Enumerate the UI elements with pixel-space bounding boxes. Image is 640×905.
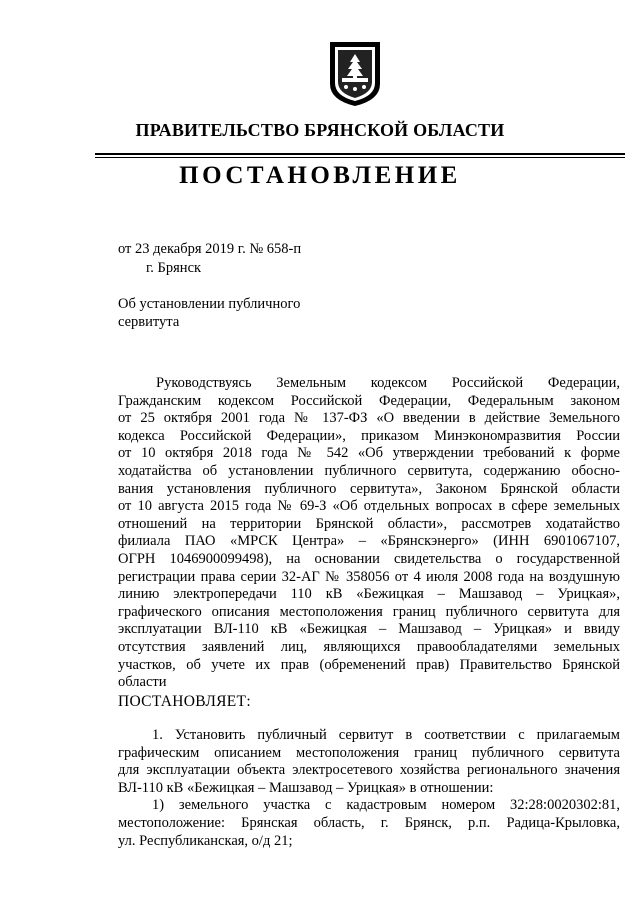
item-1-1-line: ул. Республиканская, о/д 21; bbox=[118, 832, 293, 849]
header-divider-thin bbox=[95, 157, 625, 158]
preamble-line: ОГРН 1046900099498), на основании свидетельства о государственной bbox=[118, 550, 620, 567]
preamble-line: ходатайства об установлении публичного сервитута, содержанию обосно- bbox=[118, 462, 620, 479]
preamble-line: эксплуатации ВЛ-110 кВ «Бежицкая – Машзавод – Урицкая» и ввиду bbox=[118, 621, 620, 638]
header-divider-thick bbox=[95, 153, 625, 155]
item-1-line: ВЛ-110 кВ «Бежицкая – Машзавод – Урицкая» в отношении: bbox=[118, 779, 494, 796]
subject-line-2: сервитута bbox=[118, 314, 180, 330]
preamble-line: участков, об учете их прав (обременений прав) Правительство Брянской bbox=[118, 656, 620, 673]
preamble-line: отношений на территории Брянской области», рассмотрев ходатайство bbox=[118, 515, 620, 532]
item-1-paragraph bbox=[118, 727, 620, 850]
preamble-line: графического описания местоположения границ публичного сервитута для bbox=[118, 603, 620, 620]
preamble-line: вания установления публичного сервитута», Законом Брянской области bbox=[118, 480, 620, 497]
preamble-line: от 10 октября 2018 года № 542 «Об утверждении требований к форме bbox=[118, 445, 620, 462]
preamble-line: регистрации права серии 32-АГ № 358056 от 4 июля 2008 года на воздушную bbox=[118, 568, 620, 585]
preamble-line: линию электропередачи 110 кВ «Бежицкая – Машзавод – Урицкая», bbox=[118, 586, 620, 603]
preamble-paragraph bbox=[118, 375, 620, 710]
organization-name: ПРАВИТЕЛЬСТВО БРЯНСКОЙ ОБЛАСТИ bbox=[135, 120, 505, 140]
preamble-line: кодекса Российской Федерации», приказом Минэкономразвития России bbox=[118, 427, 620, 444]
item-1-line: графическим описанием местоположения границ публичного сервитута bbox=[118, 744, 620, 761]
preamble-line: отсутствия заявлений лиц, являющихся правообладателями земельных bbox=[118, 638, 620, 655]
resolves-heading: ПОСТАНОВЛЯЕТ: bbox=[118, 692, 251, 710]
preamble-line: Гражданским кодексом Российской Федерации, Федеральным законом bbox=[118, 392, 620, 409]
city: г. Брянск bbox=[146, 260, 202, 276]
preamble-line: филиала ПАО «МРСК Центра» – «Брянскэнерго» (ИНН 6901067107, bbox=[118, 533, 620, 550]
document-type-title: ПОСТАНОВЛЕНИЕ bbox=[179, 162, 461, 189]
item-1-1-line: местоположение: Брянская область, г. Брянск, р.п. Радица-Крыловка, bbox=[118, 814, 620, 831]
preamble-line: от 25 октября 2001 года № 137-ФЗ «О введении в действие Земельного bbox=[118, 410, 620, 427]
item-1-1-line: 1) земельного участка с кадастровым номером 32:28:0020302:81, bbox=[152, 797, 620, 814]
item-1-line: 1. Установить публичный сервитут в соответствии с прилагаемым bbox=[152, 727, 620, 743]
preamble-line: области bbox=[118, 674, 167, 691]
item-1-line: для эксплуатации объекта электросетевого хозяйства регионального значения bbox=[118, 762, 620, 779]
subject-line-1: Об установлении публичного bbox=[118, 296, 301, 312]
preamble-line: Руководствуясь Земельным кодексом Российской Федерации, bbox=[156, 375, 620, 391]
coat-of-arms-icon bbox=[326, 38, 384, 108]
preamble-line: от 10 августа 2015 года № 69-З «Об отдельных вопросах в сфере земельных bbox=[118, 498, 620, 515]
date-and-number: от 23 декабря 2019 г. № 658-п bbox=[118, 241, 302, 257]
